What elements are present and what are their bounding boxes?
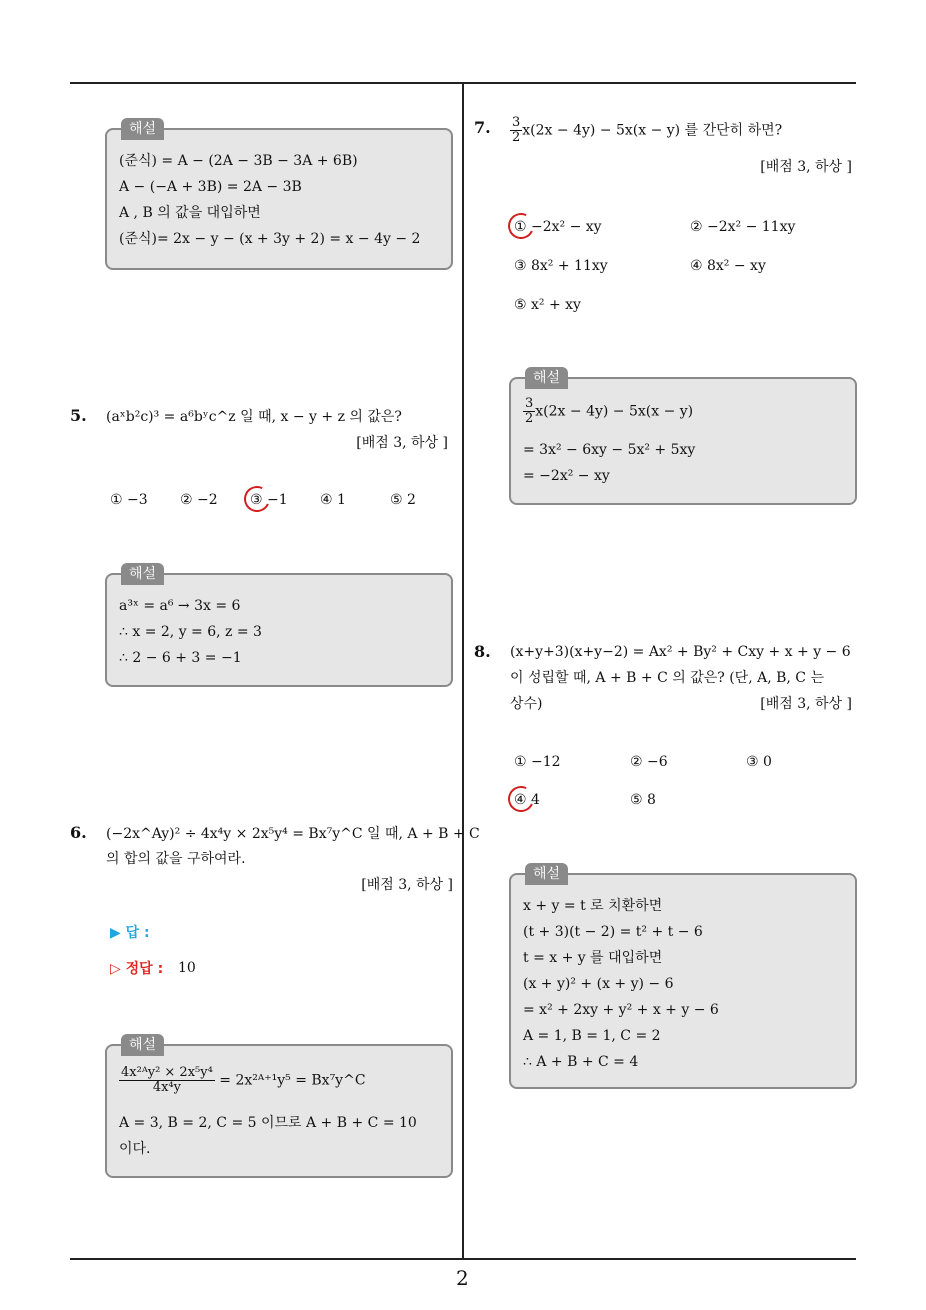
- explanation-line: = 2x²ᴬ⁺¹y⁵ = Bx⁷y^C: [219, 1072, 366, 1089]
- option[interactable]: ④ 4: [514, 792, 540, 808]
- score-label: [배점 3, 하상 ]: [760, 696, 852, 712]
- explanation-box-q5: [105, 566, 453, 687]
- question-text: (x+y+3)(x+y−2) = Ax² + By² + Cxy + x + y − 6: [510, 644, 851, 660]
- correct-answer-mark: [504, 782, 537, 815]
- explanation-line: A − (−A + 3B) = 2A − 3B: [119, 179, 302, 195]
- explanation-line: (준식)= 2x − y − (x + 3y + 2) = x − 4y − 2: [119, 231, 421, 247]
- correct-answer-value: 10: [178, 960, 196, 976]
- question-number: 6.: [70, 823, 87, 842]
- bottom-rule: [70, 1258, 856, 1260]
- question-fraction: $\frac{3}{2}$: [512, 115, 521, 145]
- explanation-line: 이다.: [119, 1141, 151, 1157]
- explanation-line: t = x + y 를 대입하면: [523, 950, 663, 966]
- explanation-line: x + y = t 로 치환하면: [523, 898, 663, 914]
- explanation-tag: 해설: [121, 1034, 164, 1056]
- question-text: 의 합의 값을 구하여라.: [106, 851, 246, 867]
- explanation-line: A = 1, B = 1, C = 2: [523, 1028, 661, 1044]
- explanation-line: (t + 3)(t − 2) = t² + t − 6: [523, 924, 703, 940]
- question-number: 5.: [70, 406, 87, 425]
- page-number: 2: [456, 1266, 469, 1290]
- question-text: 상수): [510, 696, 543, 712]
- question-text: x(2x − 4y) − 5x(x − y) 를 간단히 하면?: [522, 122, 783, 139]
- explanation-line: ∴ x = 2, y = 6, z = 3: [119, 624, 262, 640]
- option[interactable]: ① −3: [110, 492, 148, 508]
- question-text: 이 성립할 때, A + B + C 의 값은? (단, A, B, C 는: [510, 670, 824, 686]
- explanation-tag: 해설: [525, 367, 568, 389]
- explanation-line: (x + y)² + (x + y) − 6: [523, 976, 674, 992]
- explanation-line: a³ˣ = a⁶ → 3x = 6: [119, 598, 241, 614]
- correct-answer-mark: [504, 209, 537, 242]
- explanation-fraction: $\frac{\text{4x²ᴬy² × 2x⁵y⁴}}{\text{4x⁴y}}$: [121, 1065, 213, 1095]
- explanation-line: x(2x − 4y) − 5x(x − y): [535, 403, 694, 420]
- correct-answer-mark: [240, 482, 273, 515]
- option[interactable]: ③ 0: [746, 754, 772, 770]
- option[interactable]: ③ 8x² + 11xy: [514, 258, 608, 274]
- explanation-box-q7: [509, 370, 857, 505]
- answer-label: ▶ 답 :: [110, 925, 150, 941]
- explanation-line: = −2x² − xy: [523, 468, 610, 484]
- option[interactable]: ⑤ x² + xy: [514, 297, 581, 313]
- explanation-line: (준식) = A − (2A − 3B − 3A + 6B): [119, 153, 358, 169]
- option[interactable]: ② −2x² − 11xy: [690, 219, 796, 235]
- score-label: [배점 3, 하상 ]: [760, 159, 852, 175]
- question-number: 7.: [474, 118, 491, 137]
- question-text: (aˣb²c)³ = a⁶bʸc^z 일 때, x − y + z 의 값은?: [106, 409, 402, 425]
- explanation-line: A , B 의 값을 대입하면: [119, 205, 261, 221]
- option[interactable]: ④ 8x² − xy: [690, 258, 766, 274]
- option[interactable]: ④ 1: [320, 492, 346, 508]
- option[interactable]: ② −6: [630, 754, 668, 770]
- explanation-line: ∴ A + B + C = 4: [523, 1054, 639, 1070]
- explanation-box-q6: [105, 1037, 453, 1178]
- column-divider: [462, 84, 464, 1259]
- score-label: [배점 3, 하상 ]: [356, 435, 448, 451]
- explanation-tag: 해설: [525, 863, 568, 885]
- explanation-box-q4: [105, 121, 453, 270]
- option[interactable]: ① −12: [514, 754, 561, 770]
- option[interactable]: ② −2: [180, 492, 218, 508]
- explanation-line: = 3x² − 6xy − 5x² + 5xy: [523, 442, 696, 458]
- option[interactable]: ③ −1: [250, 492, 288, 508]
- explanation-fraction: $\frac{3}{2}$: [525, 396, 534, 426]
- option[interactable]: ⑤ 8: [630, 792, 656, 808]
- explanation-line: = x² + 2xy + y² + x + y − 6: [523, 1002, 719, 1018]
- explanation-tag: 해설: [121, 118, 164, 140]
- option[interactable]: ⑤ 2: [390, 492, 416, 508]
- explanation-tag: 해설: [121, 563, 164, 585]
- question-text: (−2x^Ay)² ÷ 4x⁴y × 2x⁵y⁴ = Bx⁷y^C 일 때, A + B + C: [106, 826, 480, 842]
- explanation-line: A = 3, B = 2, C = 5 이므로 A + B + C = 10: [119, 1115, 417, 1131]
- explanation-box-q8: [509, 866, 857, 1089]
- explanation-line: ∴ 2 − 6 + 3 = −1: [119, 650, 242, 666]
- option[interactable]: ① −2x² − xy: [514, 219, 602, 235]
- question-number: 8.: [474, 642, 491, 661]
- correct-answer-label: ▷ 정답 :: [110, 961, 164, 977]
- score-label: [배점 3, 하상 ]: [361, 877, 453, 893]
